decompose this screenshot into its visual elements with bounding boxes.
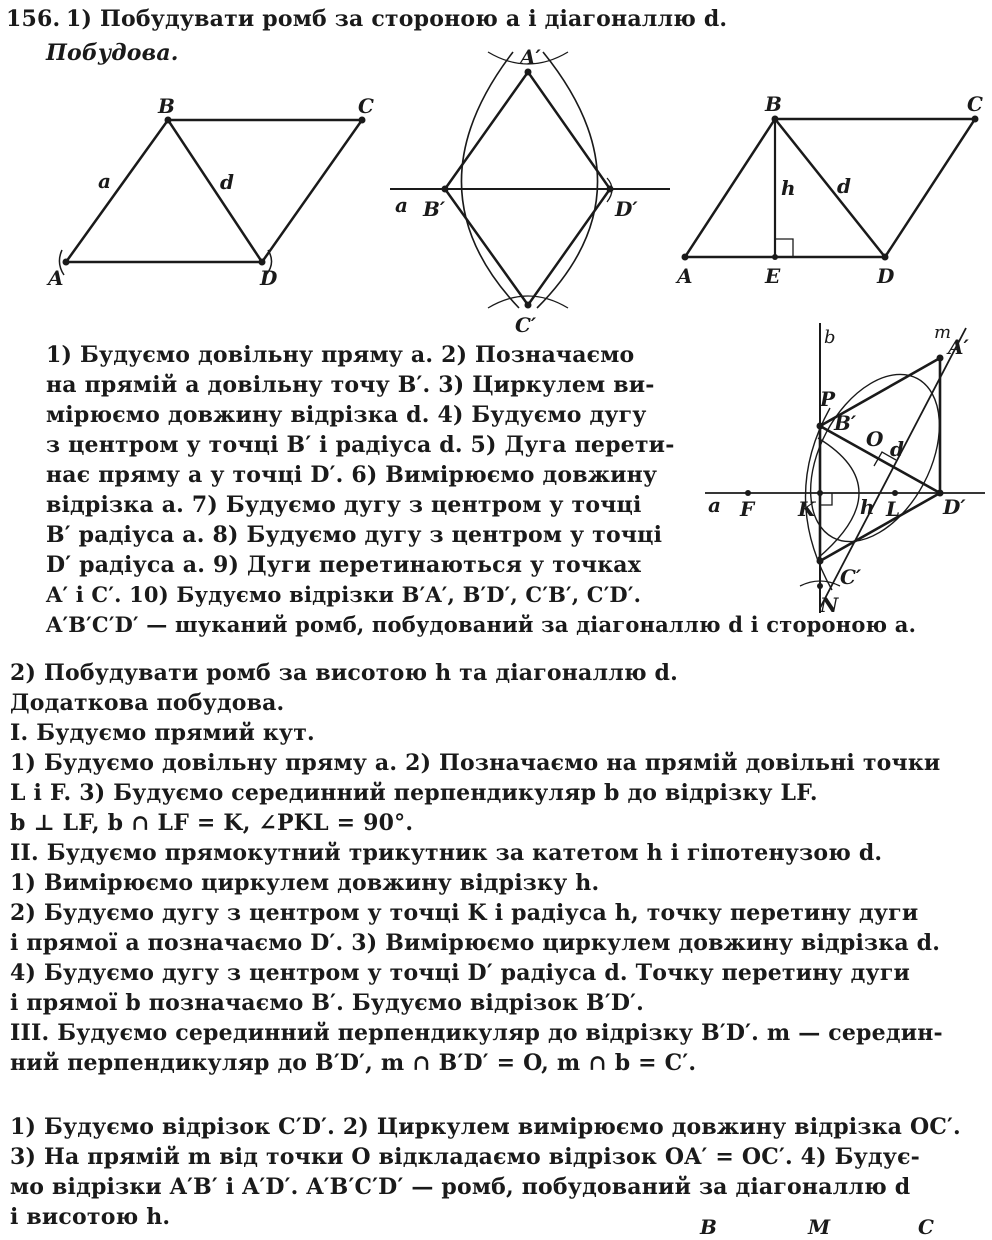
fig4-label-m: m: [934, 322, 952, 343]
fig4-label-F: F: [740, 497, 755, 521]
next-figure-labels: [690, 1212, 970, 1240]
text-line: на прямій a довільну точу B′. 3) Циркулем ви-: [46, 372, 655, 398]
fig1-label-a: a: [98, 169, 111, 193]
text-line: і прямої a позначаємо D′. 3) Вимірюємо циркулем довжину відрізка d.: [10, 930, 941, 956]
construction-label: Побудова.: [46, 40, 179, 66]
fig4-label-a: a: [708, 493, 721, 517]
footer-label-M: M: [808, 1215, 831, 1239]
text-line: нає пряму a у точці D′. 6) Вимірюємо довжину: [46, 462, 658, 488]
fig1-label-d: d: [220, 170, 234, 194]
fig2-label-A-prime: A′: [520, 45, 541, 69]
fig3-label-C: C: [967, 92, 983, 116]
text-line: L і F. 3) Будуємо серединний перпендикуляр b до відрізку LF.: [10, 780, 818, 806]
fig3-label-d: d: [837, 174, 851, 198]
fig3-label-A: A: [677, 264, 693, 288]
text-line: ний перпендикуляр до B′D′, m ∩ B′D′ = O, m ∩ b = C′.: [10, 1050, 697, 1076]
text-line: 3) На прямій m від точки O відкладаємо відрізок OA′ = OC′. 4) Будує-: [10, 1144, 920, 1170]
fig2-label-C-prime: C′: [515, 313, 537, 337]
figure-rhombus-construction: [385, 40, 680, 340]
steps-block-1: [46, 340, 916, 640]
fig1-label-C: C: [358, 94, 374, 118]
text-line: A′ і C′. 10) Будуємо відрізки B′A′, B′D′, C′B′, C′D′.: [46, 582, 642, 607]
text-line: мо відрізки A′B′ і A′D′. A′B′C′D′ — ромб, побудований за діагоналлю d: [10, 1174, 911, 1200]
fig2-label-a: a: [395, 193, 408, 217]
text-line: 4) Будуємо дугу з центром у точці D′ радіуса d. Точку перетину дуги: [10, 960, 911, 986]
footer-label-B: B: [700, 1215, 717, 1239]
fig4-label-O: O: [866, 427, 884, 451]
fig2-label-D-prime: D′: [615, 197, 638, 221]
text-line: 1) Вимірюємо циркулем довжину відрізку h.: [10, 870, 600, 896]
fig3-label-h: h: [781, 176, 796, 200]
text-line: відрізка a. 7) Будуємо дугу з центром у точці: [46, 492, 642, 518]
fig4-label-L: L: [886, 497, 901, 521]
fig4-label-C-prime: C′: [840, 565, 862, 589]
text-line: 1) Будуємо відрізок C′D′. 2) Циркулем вимірюємо довжину відрізка OC′.: [10, 1114, 961, 1140]
fig4-label-A-prime: A′: [948, 335, 969, 359]
fig4-label-D-prime: D′: [943, 495, 966, 519]
fig3-label-B: B: [765, 92, 782, 116]
problem-number: 156.: [6, 6, 61, 32]
text-line: і висотою h.: [10, 1204, 171, 1230]
fig1-label-D: D: [260, 266, 278, 290]
text-line: 1) Будуємо довільну пряму a. 2) Позначаємо на прямій довільні точки: [10, 750, 941, 776]
text-line: 2) Будуємо дугу з центром у точці K і радіуса h, точку перетину дуги: [10, 900, 919, 926]
text-line: з центром у точці B′ і радіуса d. 5) Дуга перети-: [46, 432, 675, 458]
steps-block-2: [10, 658, 943, 1078]
fig1-label-B: B: [158, 94, 175, 118]
fig4-label-d: d: [890, 437, 904, 461]
fig2-label-B-prime: B′: [423, 197, 446, 221]
fig1-label-A: A: [48, 266, 64, 290]
text-line: II. Будуємо прямокутний трикутник за катетом h і гіпотенузою d.: [10, 840, 883, 866]
text-line: Додаткова побудова.: [10, 690, 285, 716]
text-line: 2) Побудувати ромб за висотою h та діагоналлю d.: [10, 660, 678, 686]
text-line: III. Будуємо серединний перпендикуляр до відрізку B′D′. m — середин-: [10, 1020, 943, 1046]
fig4-label-b: b: [824, 327, 836, 348]
text-line: і прямої b позначаємо B′. Будуємо відрізок B′D′.: [10, 990, 644, 1016]
text-line: b ⊥ LF, b ∩ LF = K, ∠PKL = 90°.: [10, 810, 414, 836]
fig4-label-K: K: [798, 497, 816, 521]
figure-rhombus-1: [40, 85, 390, 295]
figure-rhombus-height: [665, 85, 990, 295]
text-line: 1) Будуємо довільну пряму a. 2) Позначаємо: [46, 342, 635, 368]
text-line: I. Будуємо прямий кут.: [10, 720, 315, 746]
fig4-label-B-prime: B′: [834, 411, 857, 435]
fig4-label-h: h: [860, 495, 875, 519]
fig3-label-E: E: [765, 264, 781, 288]
fig3-label-D: D: [877, 264, 895, 288]
fig4-label-P: P: [820, 387, 836, 411]
fig4-label-N: N: [820, 593, 839, 617]
problem-title: 1) Побудувати ромб за стороною a і діагоналлю d.: [66, 6, 728, 32]
footer-label-C: C: [918, 1215, 934, 1239]
text-line: A′B′C′D′ — шуканий ромб, побудований за діагоналлю d і стороною a.: [46, 612, 917, 637]
text-line: D′ радіуса a. 9) Дуги перетинаються у точках: [46, 552, 642, 578]
text-line: мірюємо довжину відрізка d. 4) Будуємо дугу: [46, 402, 647, 428]
text-line: B′ радіуса a. 8) Будуємо дугу з центром у точці: [46, 522, 663, 548]
